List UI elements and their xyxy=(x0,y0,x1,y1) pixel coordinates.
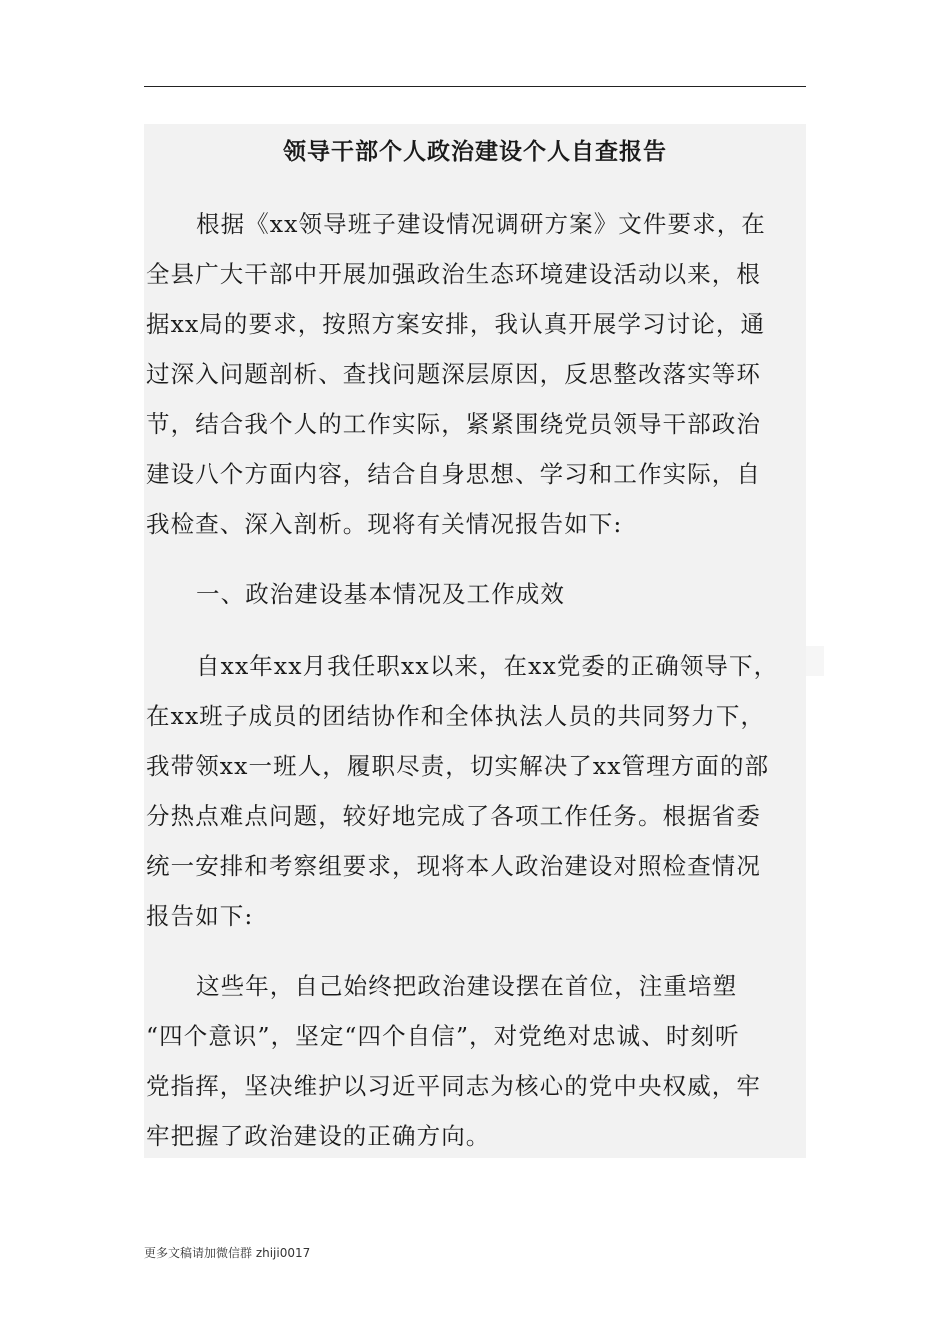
paragraph-line: 全县广大干部中开展加强政治生态环境建设活动以来，根 xyxy=(146,260,761,288)
section-heading: 一、政治建设基本情况及工作成效 xyxy=(196,580,565,608)
paragraph-line: 统一安排和考察组要求，现将本人政治建设对照检查情况 xyxy=(146,852,761,880)
paragraph-line: 据xx局的要求，按照方案安排，我认真开展学习讨论，通 xyxy=(146,310,766,338)
paragraph-line: 党指挥，坚决维护以习近平同志为核心的党中央权威，牢 xyxy=(146,1072,761,1100)
paragraph-line: 过深入问题剖析、查找问题深层原因，反思整改落实等环 xyxy=(146,360,761,388)
paragraph-line: 节，结合我个人的工作实际，紧紧围绕党员领导干部政治 xyxy=(146,410,761,438)
header-rule xyxy=(144,86,806,87)
paragraph-line: 我检查、深入剖析。现将有关情况报告如下: xyxy=(146,510,623,538)
paragraph-line: 我带领xx一班人，履职尽责，切实解决了xx管理方面的部 xyxy=(146,752,770,780)
paragraph-line: 根据《xx领导班子建设情况调研方案》文件要求，在 xyxy=(196,210,766,238)
footer-note: 更多文稿请加微信群 zhiji0017 xyxy=(144,1246,311,1260)
document-title: 领导干部个人政治建设个人自查报告 xyxy=(283,138,667,165)
paragraph-line: 自xx年xx月我任职xx以来，在xx党委的正确领导下， xyxy=(196,652,779,680)
paragraph-line: 建设八个方面内容，结合自身思想、学习和工作实际，自 xyxy=(146,460,761,488)
text-overflow-patch xyxy=(806,646,824,676)
paragraph-line: “四个意识”，坚定“四个自信”，对党绝对忠诚、时刻听 xyxy=(146,1022,740,1050)
paragraph-line: 这些年，自己始终把政治建设摆在首位，注重培塑 xyxy=(196,972,738,1000)
paragraph-line: 在xx班子成员的团结协作和全体执法人员的共同努力下， xyxy=(146,702,766,730)
paragraph-line: 牢把握了政治建设的正确方向。 xyxy=(146,1122,491,1150)
paragraph-line: 分热点难点问题，较好地完成了各项工作任务。根据省委 xyxy=(146,802,761,830)
paragraph-line: 报告如下: xyxy=(146,902,254,930)
